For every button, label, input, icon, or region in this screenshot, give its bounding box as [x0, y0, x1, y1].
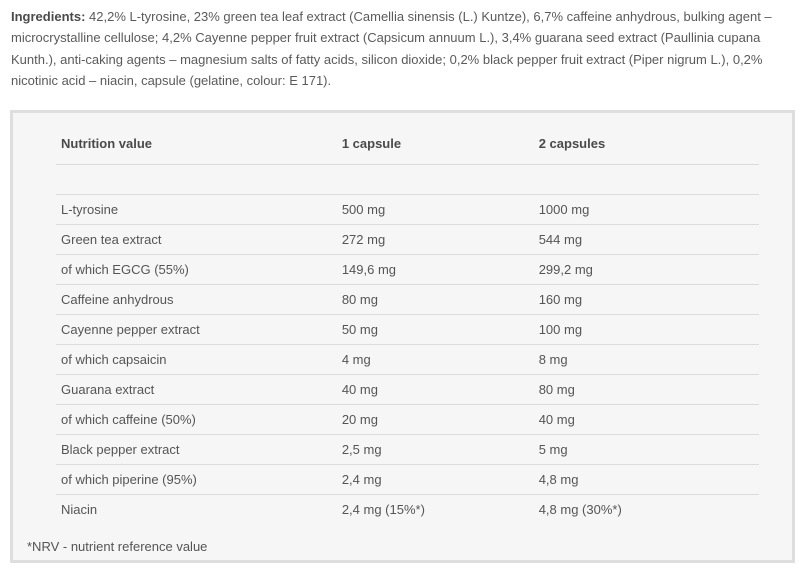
amount-2-capsules: 5 mg [534, 435, 759, 465]
nutrient-name: Niacin [56, 495, 337, 525]
nutrient-name: Cayenne pepper extract [56, 315, 337, 345]
table-row [56, 375, 759, 405]
table-row [56, 405, 759, 435]
amount-1-capsule: 149,6 mg [337, 255, 534, 285]
amount-2-capsules: 40 mg [534, 405, 759, 435]
amount-1-capsule: 4 mg [337, 345, 534, 375]
nutrient-name: of which piperine (95%) [56, 465, 337, 495]
amount-1-capsule: 500 mg [337, 195, 534, 225]
amount-2-capsules: 1000 mg [534, 195, 759, 225]
amount-2-capsules: 8 mg [534, 345, 759, 375]
amount-1-capsule: 40 mg [337, 375, 534, 405]
ingredients-text: 42,2% L-tyrosine, 23% green tea leaf extract (Camellia sinensis (L.) Kuntze), 6,7% caffeine anhydrous, bulking agent – microcrystalline cellulose; 4,2% Cayenne pepper fruit extract (Capsicum annuum L.), 3,4% guarana seed extract (Paullinia cupana Kunth.), anti-caking agents – magnesium salts of fatty acids, silicon dioxide; 0,2% black pepper fruit extract (Piper nigrum L.), 0,2% nicotinic acid – niacin, capsule (gelatine, colour: E 171). [11, 9, 772, 88]
amount-2-capsules: 160 mg [534, 285, 759, 315]
table-row [56, 435, 759, 465]
ingredients-label: Ingredients: [11, 9, 86, 24]
amount-1-capsule: 2,4 mg (15%*) [337, 495, 534, 525]
amount-2-capsules: 100 mg [534, 315, 759, 345]
amount-2-capsules: 4,8 mg [534, 465, 759, 495]
nutrient-name: of which EGCG (55%) [56, 255, 337, 285]
amount-1-capsule: 2,5 mg [337, 435, 534, 465]
spacer-row [56, 165, 759, 195]
amount-1-capsule: 80 mg [337, 285, 534, 315]
nutrition-table-box [10, 110, 795, 563]
table-row [56, 255, 759, 285]
table-row [56, 495, 759, 525]
amount-2-capsules: 299,2 mg [534, 255, 759, 285]
nutrient-name: Green tea extract [56, 225, 337, 255]
amount-1-capsule: 2,4 mg [337, 465, 534, 495]
table-row [56, 225, 759, 255]
table-header-row [56, 123, 759, 165]
table-row [56, 195, 759, 225]
ingredients-paragraph [11, 6, 801, 91]
amount-2-capsules: 80 mg [534, 375, 759, 405]
nutrient-name: of which capsaicin [56, 345, 337, 375]
nutrient-name: Black pepper extract [56, 435, 337, 465]
header-1-capsule: 1 capsule [337, 123, 534, 165]
amount-2-capsules: 544 mg [534, 225, 759, 255]
nrv-footnote: *NRV - nutrient reference value [27, 539, 208, 554]
nutrient-name: of which caffeine (50%) [56, 405, 337, 435]
table-row [56, 315, 759, 345]
header-nutrition-value: Nutrition value [56, 123, 337, 165]
table-row [56, 465, 759, 495]
nutrition-table [56, 123, 759, 524]
amount-1-capsule: 272 mg [337, 225, 534, 255]
table-row [56, 285, 759, 315]
table-row [56, 345, 759, 375]
nutrient-name: Caffeine anhydrous [56, 285, 337, 315]
nutrient-name: Guarana extract [56, 375, 337, 405]
nutrient-name: L-tyrosine [56, 195, 337, 225]
amount-2-capsules: 4,8 mg (30%*) [534, 495, 759, 525]
amount-1-capsule: 20 mg [337, 405, 534, 435]
header-2-capsules: 2 capsules [534, 123, 759, 165]
amount-1-capsule: 50 mg [337, 315, 534, 345]
